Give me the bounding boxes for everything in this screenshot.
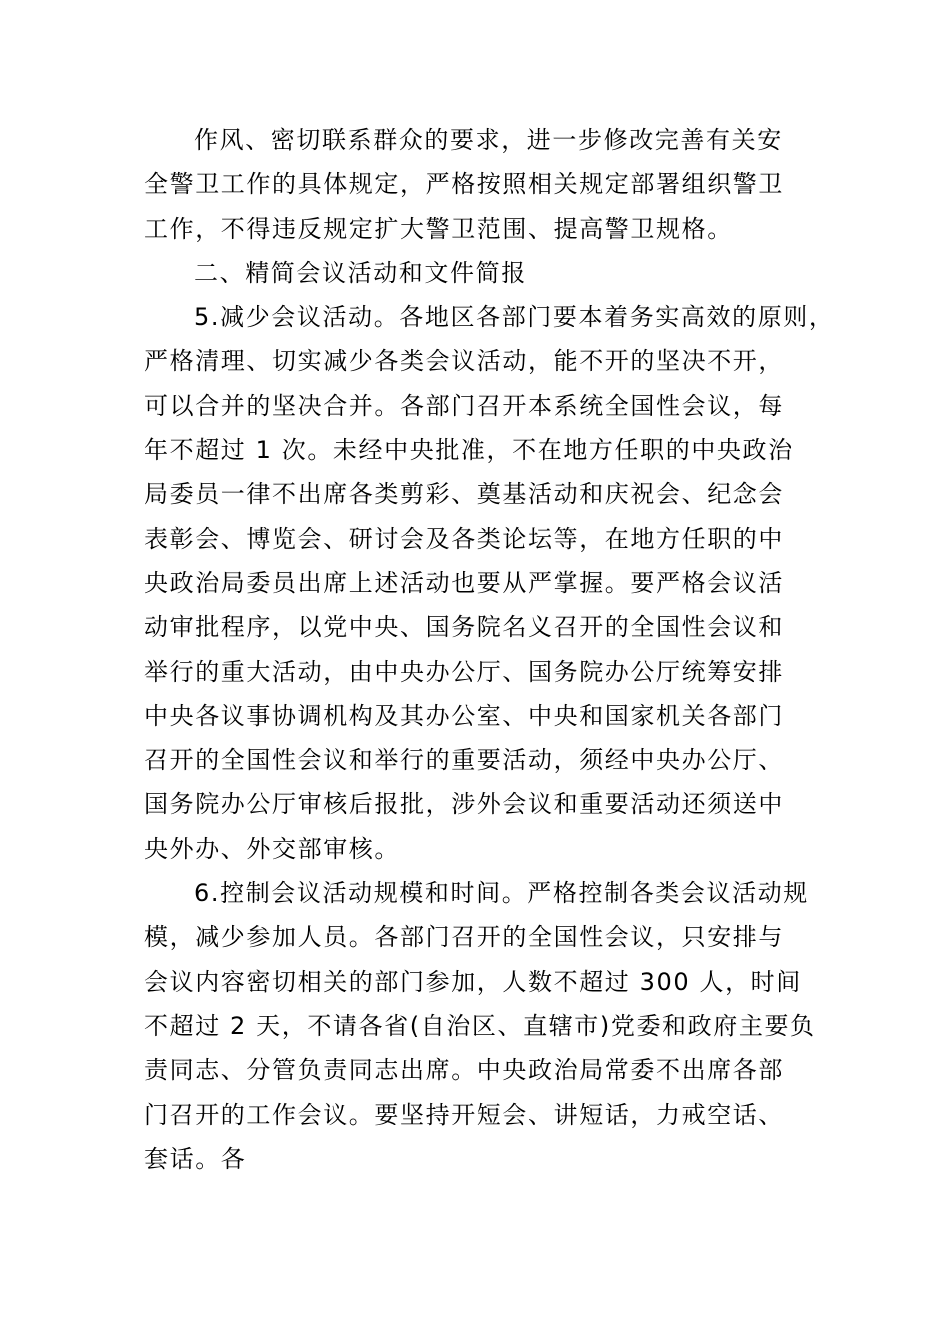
text-line: 全警卫工作的具体规定，严格按照相关规定部署组织警卫: [144, 170, 784, 199]
text-line: 中央各议事协调机构及其办公室、中央和国家机关各部门: [144, 701, 784, 730]
text-line: 会议内容密切相关的部门参加，人数不超过 300 人，时间: [144, 967, 802, 996]
text-line: 举行的重大活动，由中央办公厅、国务院办公厅统筹安排: [144, 657, 784, 686]
text-line: 套话。各: [144, 1144, 247, 1173]
text-line: 不超过 2 天，不请各省(自治区、直辖市)党委和政府主要负: [144, 1011, 816, 1040]
text-line: 央外办、外交部审核。: [144, 834, 400, 863]
text-line: 作风、密切联系群众的要求，进一步修改完善有关安: [194, 126, 783, 154]
text-line: 可以合并的坚决合并。各部门召开本系统全国性会议，每: [144, 391, 784, 420]
text-line: 模，减少参加人员。各部门召开的全国性会议，只安排与: [144, 923, 784, 952]
text-line: 央政治局委员出席上述活动也要从严掌握。要严格会议活: [144, 568, 784, 597]
text-line: 6.控制会议活动规模和时间。严格控制各类会议活动规: [194, 879, 809, 908]
text-line: 工作，不得违反规定扩大警卫范围、提高警卫规格。: [144, 214, 733, 243]
text-line: 严格清理、切实减少各类会议活动，能不开的坚决不开，: [144, 347, 784, 376]
text-line: 责同志、分管负责同志出席。中央政治局常委不出席各部: [144, 1056, 784, 1085]
text-line: 5.减少会议活动。各地区各部门要本着务实高效的原则，: [194, 303, 835, 332]
text-line: 局委员一律不出席各类剪彩、奠基活动和庆祝会、纪念会: [144, 480, 784, 509]
text-line: 表彰会、博览会、研讨会及各类论坛等，在地方任职的中: [144, 524, 784, 553]
text-line: 国务院办公厅审核后报批，涉外会议和重要活动还须送中: [144, 790, 784, 819]
section-heading: 二、精简会议活动和文件简报: [194, 258, 527, 287]
text-line: 年不超过 1 次。未经中央批准，不在地方任职的中央政治: [144, 436, 794, 465]
document-body: [144, 118, 844, 1181]
text-line: 召开的全国性会议和举行的重要活动，须经中央办公厅、: [144, 746, 784, 775]
text-line: 门召开的工作会议。要坚持开短会、讲短话，力戒空话、: [144, 1100, 784, 1129]
text-line: 动审批程序，以党中央、国务院名义召开的全国性会议和: [144, 613, 784, 642]
